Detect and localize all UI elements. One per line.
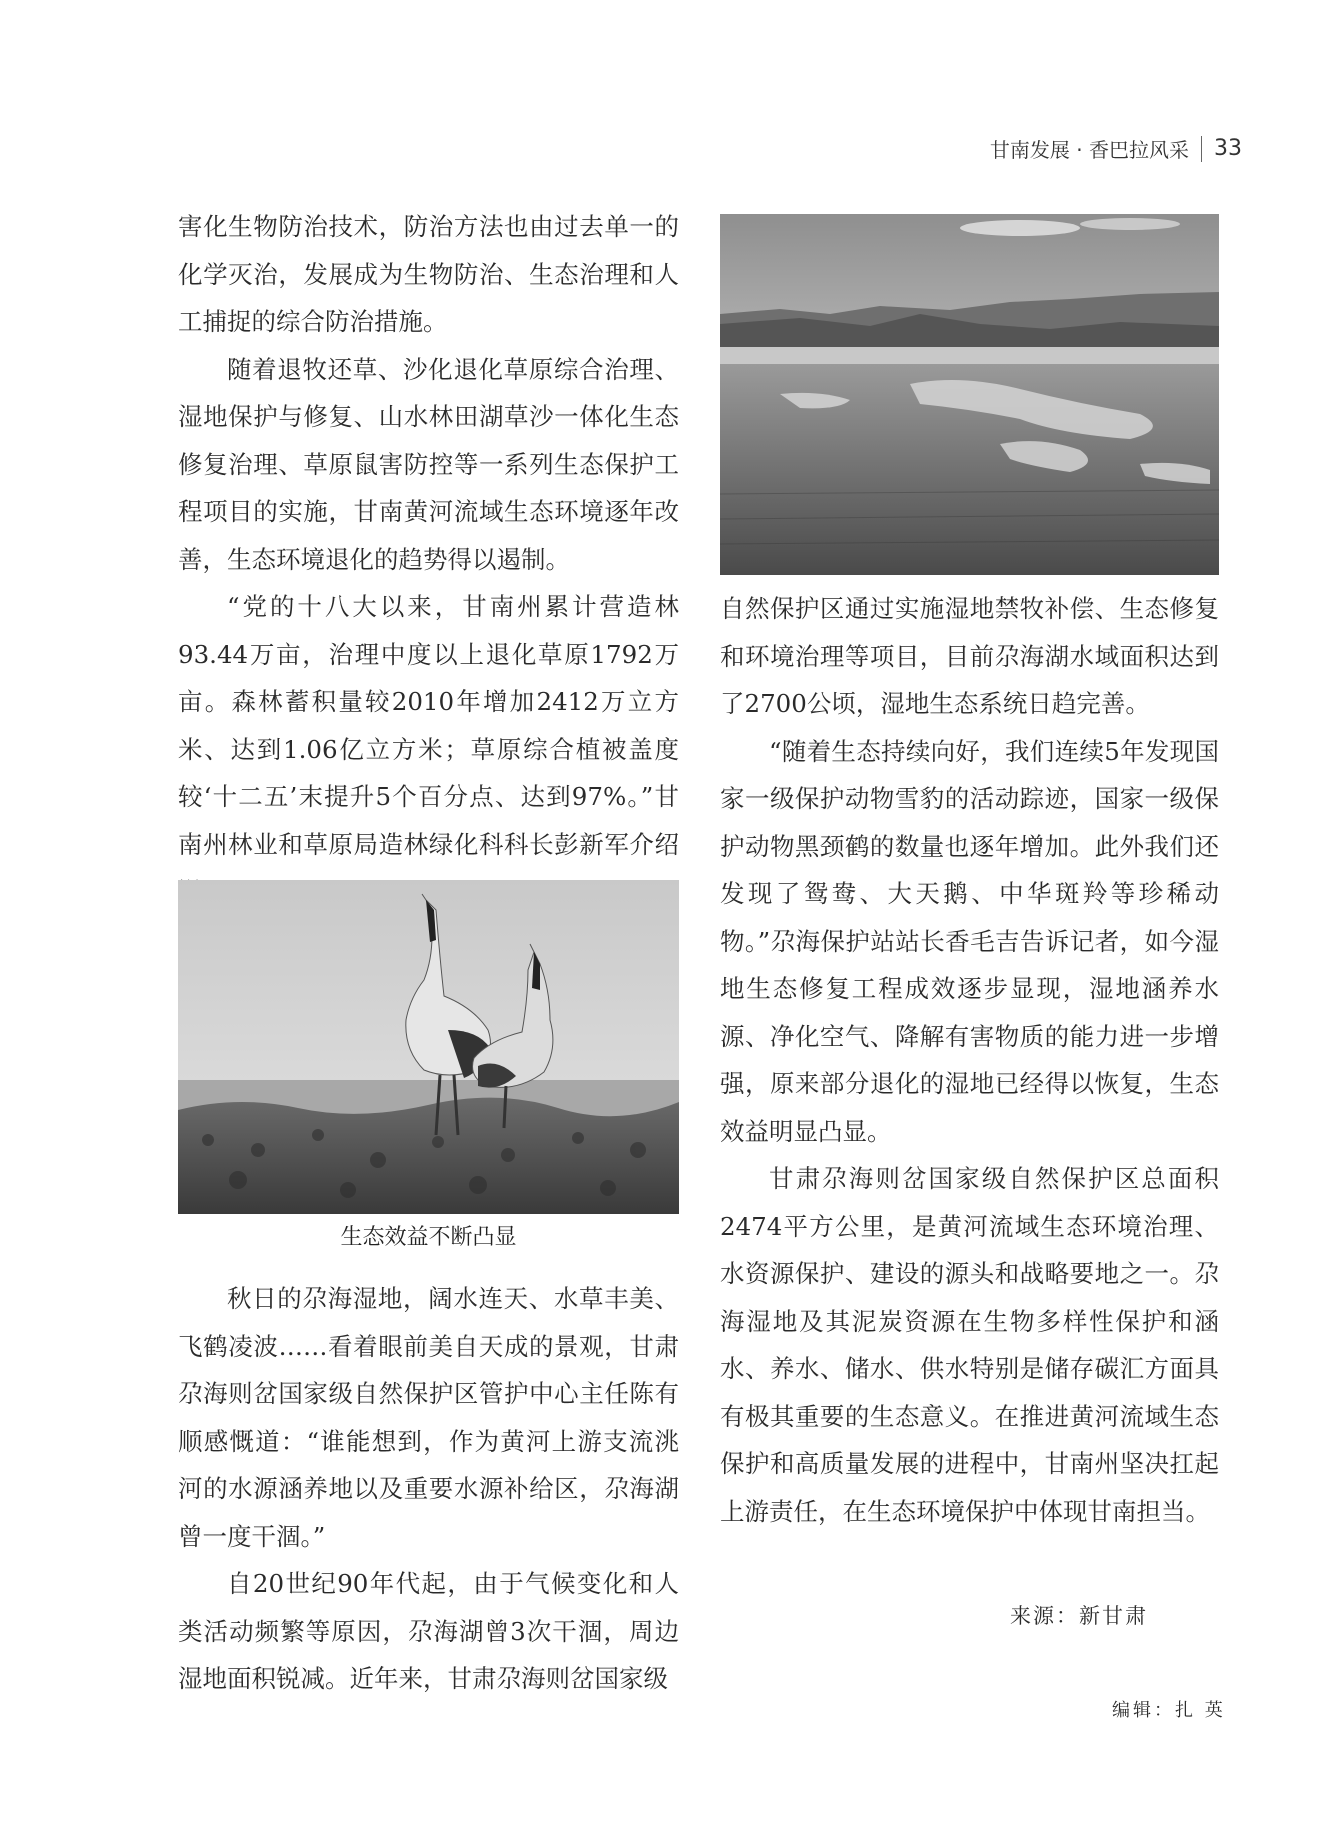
photo-caption: 生态效益不断凸显 (340, 1225, 517, 1250)
paragraph: 秋日的尕海湿地，阔水连天、水草丰美、飞鹤凌波……看着眼前美自天成的景观，甘肃尕海则岔国家级自然保护区管护中心主任陈有顺感慨道：“谁能想到，作为黄河上游支流洮河的水源涵养地以及重要水源补给区，尕海湖曾一度干涸。” (178, 1284, 679, 1551)
right-column (720, 585, 1219, 1535)
paragraph: 害化生物防治技术，防治方法也由过去单一的化学灭治，发展成为生物防治、生态治理和人工捕捉的综合防治措施。 (178, 212, 679, 336)
wetland-photo (720, 214, 1219, 575)
paragraph: 自20世纪90年代起，由于气候变化和人类活动频繁等原因，尕海湖曾3次干涸，周边湿地面积锐减。近年来，甘肃尕海则岔国家级 (178, 1569, 679, 1693)
section-title: 甘南发展 · 香巴拉风采 (989, 138, 1189, 162)
left-column-top (178, 203, 679, 916)
page-number: 33 (1214, 136, 1242, 161)
paragraph: 甘肃尕海则岔国家级自然保护区总面积2474平方公里，是黄河流域生态环境治理、水资源保护、建设的源头和战略要地之一。尕海湿地及其泥炭资源在生物多样性保护和涵水、养水、储水、供水特别是储存碳汇方面具有极其重要的生态意义。在推进黄河流域生态保护和高质量发展的进程中，甘南州坚决扛起上游责任，在生态环境保护中体现甘南担当。 (720, 1164, 1219, 1526)
paragraph: 自然保护区通过实施湿地禁牧补偿、生态修复和环境治理等项目，目前尕海湖水域面积达到了2700公顷，湿地生态系统日趋完善。 (720, 594, 1219, 718)
editor-credit: 编辑：扎 英 (1112, 1700, 1226, 1721)
paragraph: “随着生态持续向好，我们连续5年发现国家一级保护动物雪豹的活动踪迹，国家一级保护动物黑颈鹤的数量也逐年增加。此外我们还发现了鸳鸯、大天鹅、中华斑羚等珍稀动物。”尕海保护站站长香毛吉告诉记者，如今湿地生态修复工程成效逐步显现，湿地涵养水源、净化空气、降解有害物质的能力进一步增强，原来部分退化的湿地已经得以恢复，生态效益明显凸显。 (720, 736, 1219, 1146)
source-credit: 来源：新甘肃 (1010, 1604, 1148, 1628)
paragraph: 随着退牧还草、沙化退化草原综合治理、湿地保护与修复、山水林田湖草沙一体化生态修复治理、草原鼠害防控等一系列生态保护工程项目的实施，甘南黄河流域生态环境逐年改善，生态环境退化的趋势得以遏制。 (178, 354, 679, 574)
header-divider (1201, 136, 1202, 162)
paragraph: “党的十八大以来，甘南州累计营造林93.44万亩，治理中度以上退化草原1792万亩。森林蓄积量较2010年增加2412万立方米、达到1.06亿立方米；草原综合植被盖度较‘十二五’末提升5个百分点、达到97%。”甘南州林业和草原局造林绿化科科长彭新军介绍 (178, 592, 679, 859)
left-column-bottom (178, 1275, 679, 1703)
crane-photo (178, 880, 679, 1214)
page-header (990, 134, 1242, 163)
